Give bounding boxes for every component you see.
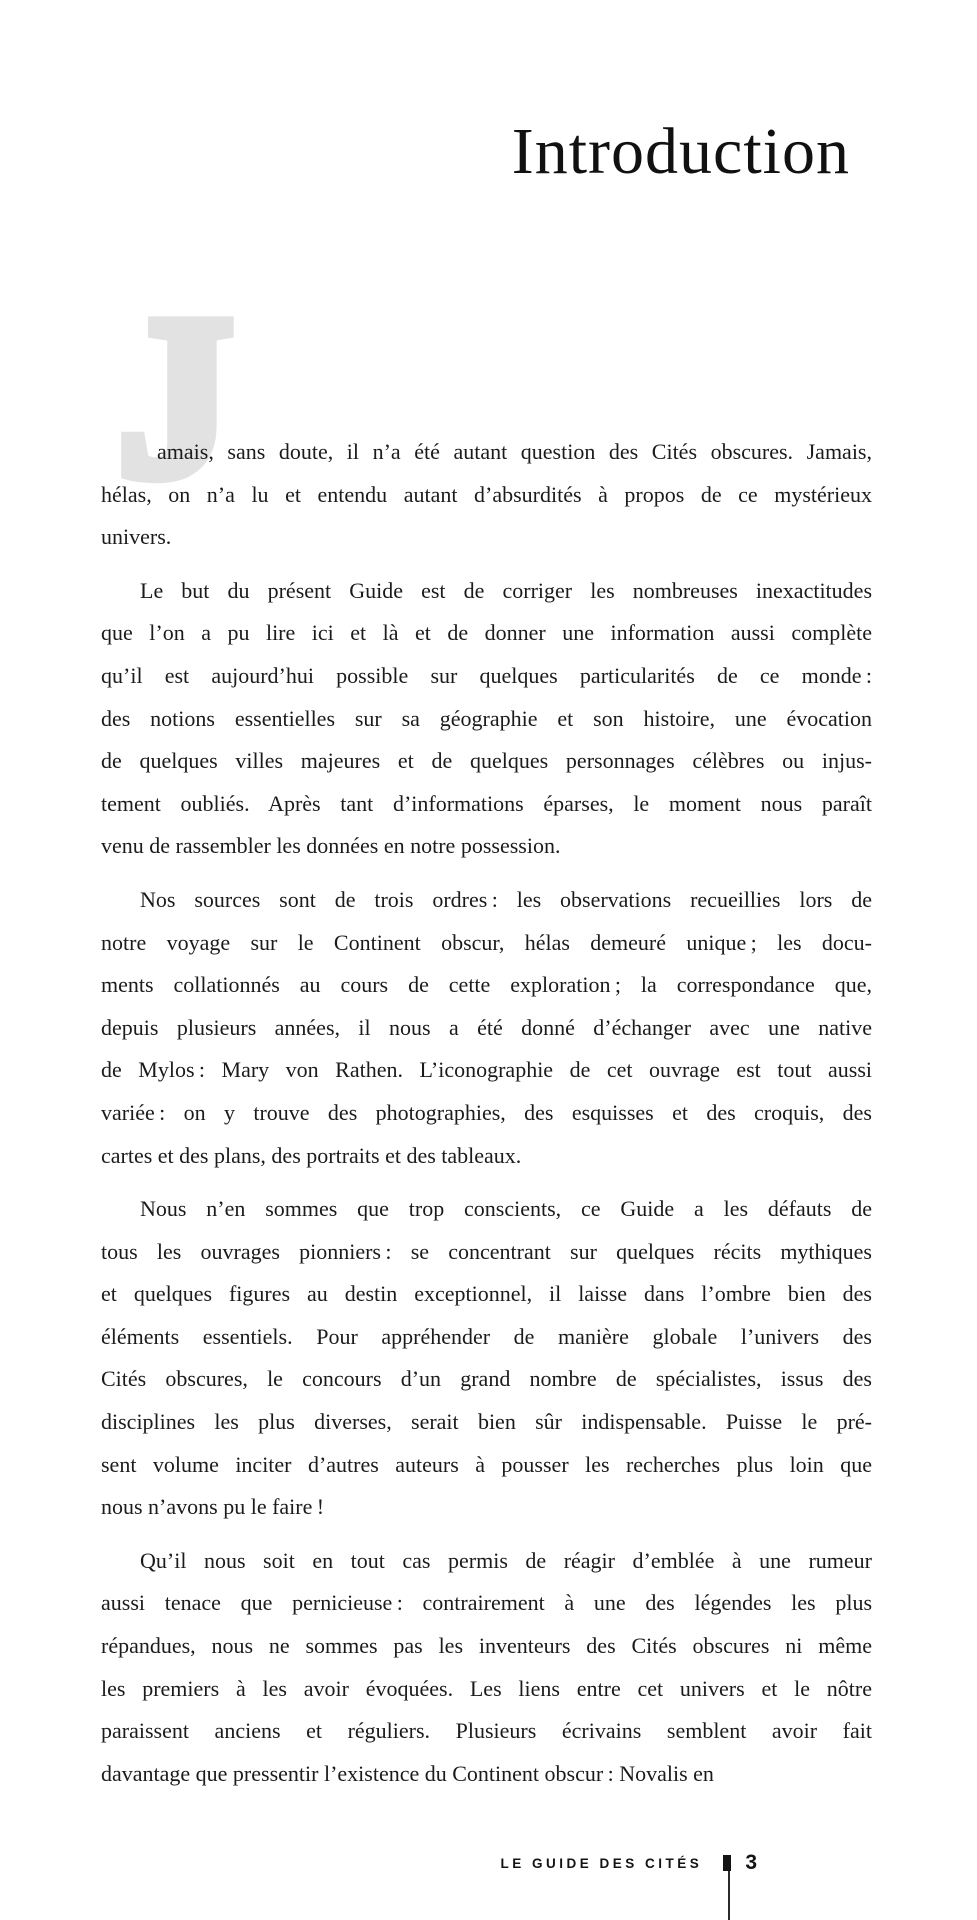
text-line: de Mylos : Mary von Rathen. L’iconographie de cet ouvrage est tout aussi	[101, 1057, 872, 1083]
page-number: 3	[745, 1851, 757, 1874]
text-line: Cités obscures, le concours d’un grand nombre de spécialistes, issus des	[101, 1366, 872, 1392]
text-line: éléments essentiels. Pour appréhender de manière globale l’univers des	[101, 1323, 872, 1349]
text-line: Nous n’en sommes que trop conscients, ce Guide a les défauts de	[140, 1196, 872, 1222]
text-line: Le but du présent Guide est de corriger les nombreuses inexactitudes	[140, 577, 872, 603]
text-line: nous n’avons pu le faire !	[101, 1494, 325, 1520]
text-line: ments collationnés au cours de cette exploration ; la correspondance que,	[101, 972, 872, 998]
text-line: Qu’il nous soit en tout cas permis de réagir d’emblée à une rumeur	[140, 1547, 872, 1573]
text-line: les premiers à les avoir évoquées. Les liens entre cet univers et le nôtre	[101, 1675, 872, 1701]
paragraph	[101, 879, 872, 1177]
paragraph	[101, 1540, 872, 1796]
text-line: paraissent anciens et réguliers. Plusieurs écrivains semblent avoir fait	[101, 1718, 872, 1744]
footer	[501, 1851, 757, 1875]
text-line: notre voyage sur le Continent obscur, hélas demeuré unique ; les docu-	[101, 929, 872, 955]
text-line: de quelques villes majeures et de quelques personnages célèbres ou injus-	[101, 748, 872, 774]
text-line: amais, sans doute, il n’a été autant question des Cités obscures. Jamais,	[157, 439, 872, 464]
text-line: variée : on y trouve des photographies, des esquisses et des croquis, des	[101, 1099, 872, 1125]
body-text	[101, 431, 872, 1795]
drop-cap-letter: J	[118, 269, 233, 524]
chapter-title: Introduction	[511, 115, 850, 188]
text-line: sent volume inciter d’autres auteurs à pousser les recherches plus loin que	[101, 1451, 872, 1477]
text-line: tement oubliés. Après tant d’informations éparses, le moment nous paraît	[101, 790, 872, 816]
text-line: univers.	[101, 524, 172, 550]
text-line: hélas, on n’a lu et entendu autant d’absurdités à propos de ce mystérieux	[101, 481, 872, 507]
text-line: répandues, nous ne sommes pas les inventeurs des Cités obscures ni même	[101, 1633, 872, 1659]
text-line: cartes et des plans, des portraits et des tableaux.	[101, 1142, 522, 1168]
text-line: tous les ouvrages pionniers : se concentrant sur quelques récits mythiques	[101, 1238, 872, 1264]
text-line: qu’il est aujourd’hui possible sur quelques particularités de ce monde :	[101, 662, 872, 688]
text-line: Nos sources sont de trois ordres : les observations recueillies lors de	[140, 886, 872, 912]
paragraph	[101, 570, 872, 868]
text-line: depuis plusieurs années, il nous a été donné d’échanger avec une native	[101, 1014, 872, 1040]
footer-bar-icon	[723, 1855, 731, 1871]
text-line: aussi tenace que pernicieuse : contrairement à une des légendes les plus	[101, 1590, 872, 1616]
text-line: venu de rassembler les données en notre possession.	[101, 833, 561, 859]
paragraph	[101, 1188, 872, 1529]
text-line: davantage que pressentir l’existence du Continent obscur : Novalis en	[101, 1760, 714, 1786]
text-line: que l’on a pu lire ici et là et de donner une information aussi complète	[101, 620, 872, 646]
running-title: LE GUIDE DES CITÉS	[500, 1855, 703, 1871]
text-line: et quelques figures au destin exceptionnel, il laisse dans l’ombre bien des	[101, 1281, 872, 1307]
paragraph	[101, 431, 872, 559]
text-line: disciplines les plus diverses, serait bien sûr indispensable. Puisse le pré-	[101, 1409, 872, 1435]
text-line: des notions essentielles sur sa géographie et son histoire, une évocation	[101, 705, 872, 731]
